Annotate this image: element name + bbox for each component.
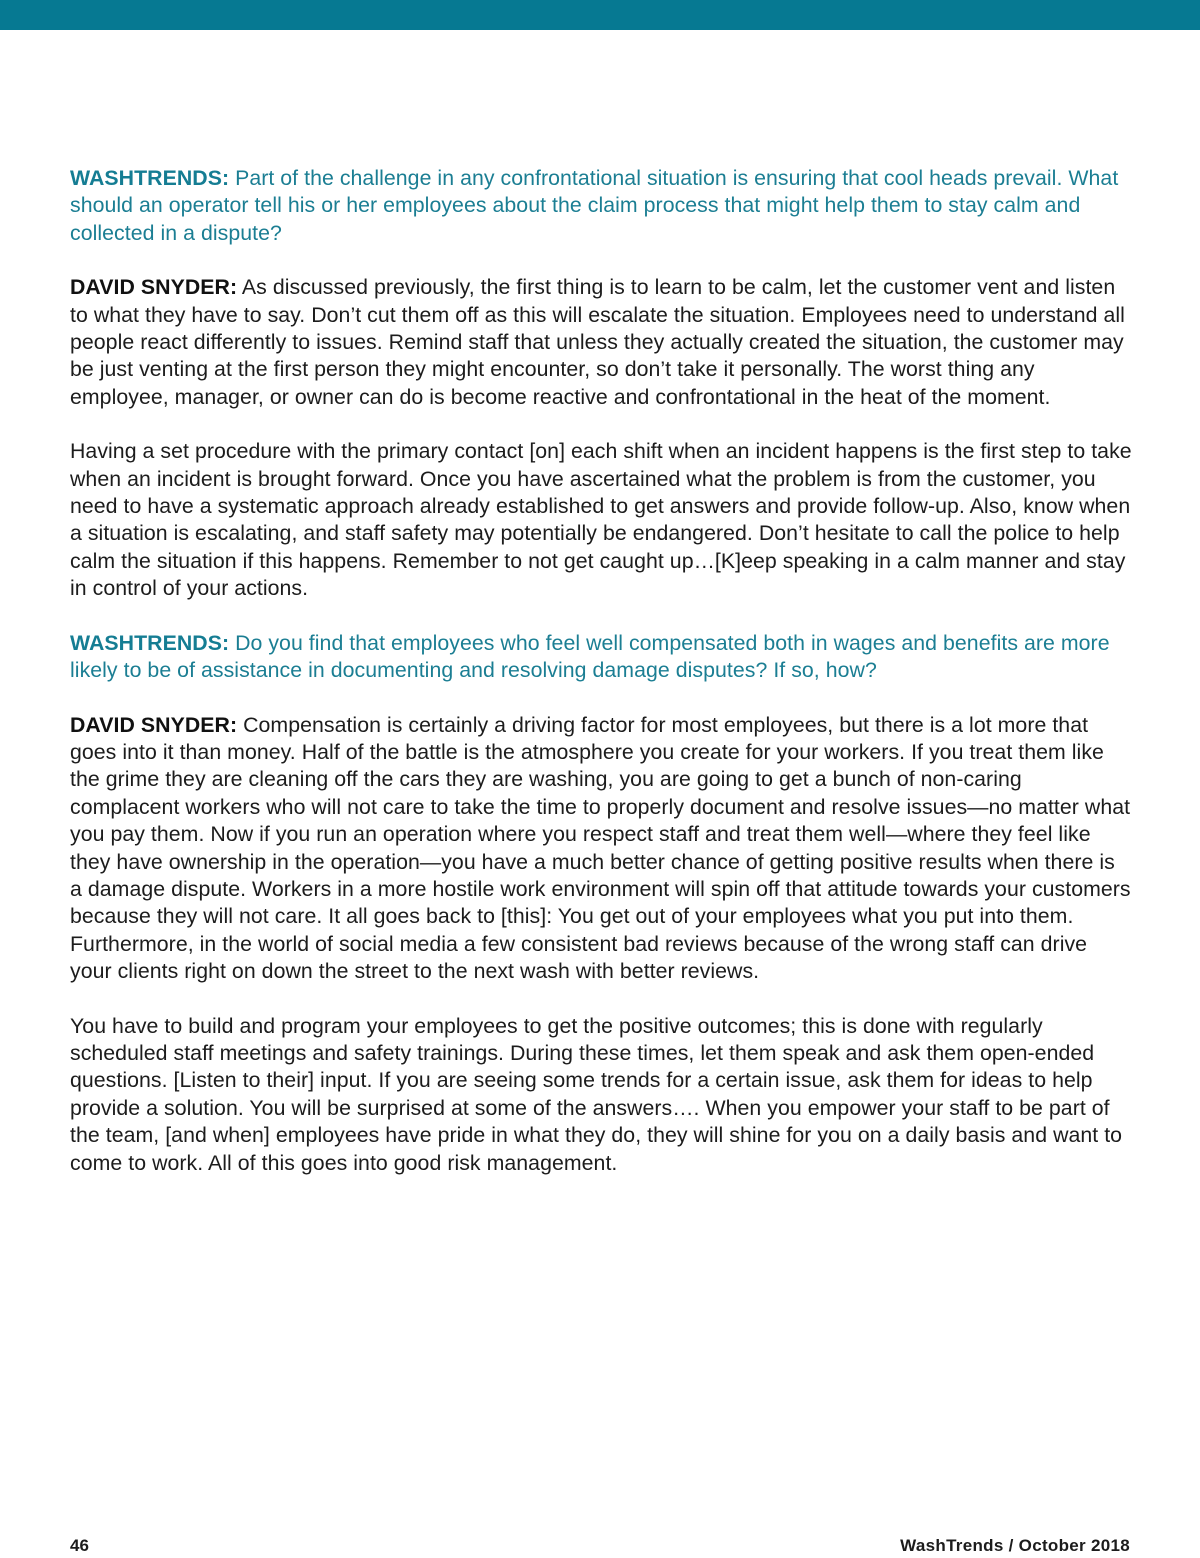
question-paragraph <box>70 630 1132 685</box>
interviewer-label: WASHTRENDS: <box>70 166 230 190</box>
answer-continuation-paragraph <box>70 1013 1132 1177</box>
page-number: 46 <box>70 1536 89 1555</box>
page-footer <box>70 1536 1130 1558</box>
question-text: Do you find that employees who feel well compensated both in wages and benefits are more likely to be of assistance in documenting and resolving damage disputes? If so, how? <box>70 630 1110 683</box>
answer-continuation-paragraph <box>70 438 1132 602</box>
question-text: Part of the challenge in any confrontational situation is ensuring that cool heads prevail. What should an operator tell his or her employees about the claim process that might help them to stay calm and collected in a dispute? <box>70 166 1119 245</box>
article-body <box>70 165 1132 1204</box>
answer-paragraph <box>70 712 1132 986</box>
answer-text: Having a set procedure with the primary contact [on] each shift when an incident happens is the first step to take when an incident is brought forward. Once you have ascertained what the problem is from the customer, you need to have a systematic approach already established to get answers and provide follow-up. Also, know when a situation is escalating, and staff safety may potentially be endangered. Don’t hesitate to call the police to help calm the situation if this happens. Remember to not get caught up…[K]eep speaking in a calm manner and stay in control of your actions. <box>70 439 1132 601</box>
question-paragraph <box>70 165 1132 247</box>
answer-text: You have to build and program your employees to get the positive outcomes; this is done with regularly scheduled staff meetings and safety trainings. During these times, let them speak and ask them open-ended questions. [Listen to their] input. If you are seeing some trends for a certain issue, ask them for ideas to help provide a solution. You will be surprised at some of the answers…. When you empower your staff to be part of the team, [and when] employees have pride in what they do, they will shine for you on a daily basis and want to come to work. All of this goes into good risk management. <box>70 1013 1123 1175</box>
answer-text: As discussed previously, the first thing is to learn to be calm, let the customer vent and listen to what they have to say. Don’t cut them off as this will escalate the situation. Employees need to understand all people react differently to issues. Remind staff that unless they actually created the situation, the customer may be just venting at the first person they might encounter, so don’t take it personally. The worst thing any employee, manager, or owner can do is become reactive and confrontational in the heat of the moment. <box>70 275 1125 409</box>
interviewee-label: DAVID SNYDER: <box>70 712 238 737</box>
header-band <box>0 0 1200 30</box>
publication-issue: WashTrends / October 2018 <box>900 1536 1130 1555</box>
interviewer-label: WASHTRENDS: <box>70 630 230 655</box>
interviewee-label: DAVID SNYDER: <box>70 275 238 300</box>
answer-text: Compensation is certainly a driving factor for most employees, but there is a lot more that goes into it than money. Half of the battle is the atmosphere you create for your workers. If you treat them like the grime they are cleaning off the cars they are washing, you are going to get a bunch of non-caring complacent workers who will not care to take the time to properly document and resolve issues—no matter what you pay them. Now if you run an operation where you respect staff and treat them well—where they feel like they have ownership in the operation—you have a much better chance of getting positive results when there is a damage dispute. Workers in a more hostile work environment will spin off that attitude towards your customers because they will not care. It all goes back to [this]: You get out of your employees what you put into them. Furthermore, in the world of social media a few consistent bad reviews because of the wrong staff can drive your clients right on down the street to the next wash with better reviews. <box>70 712 1131 984</box>
answer-paragraph <box>70 274 1132 411</box>
